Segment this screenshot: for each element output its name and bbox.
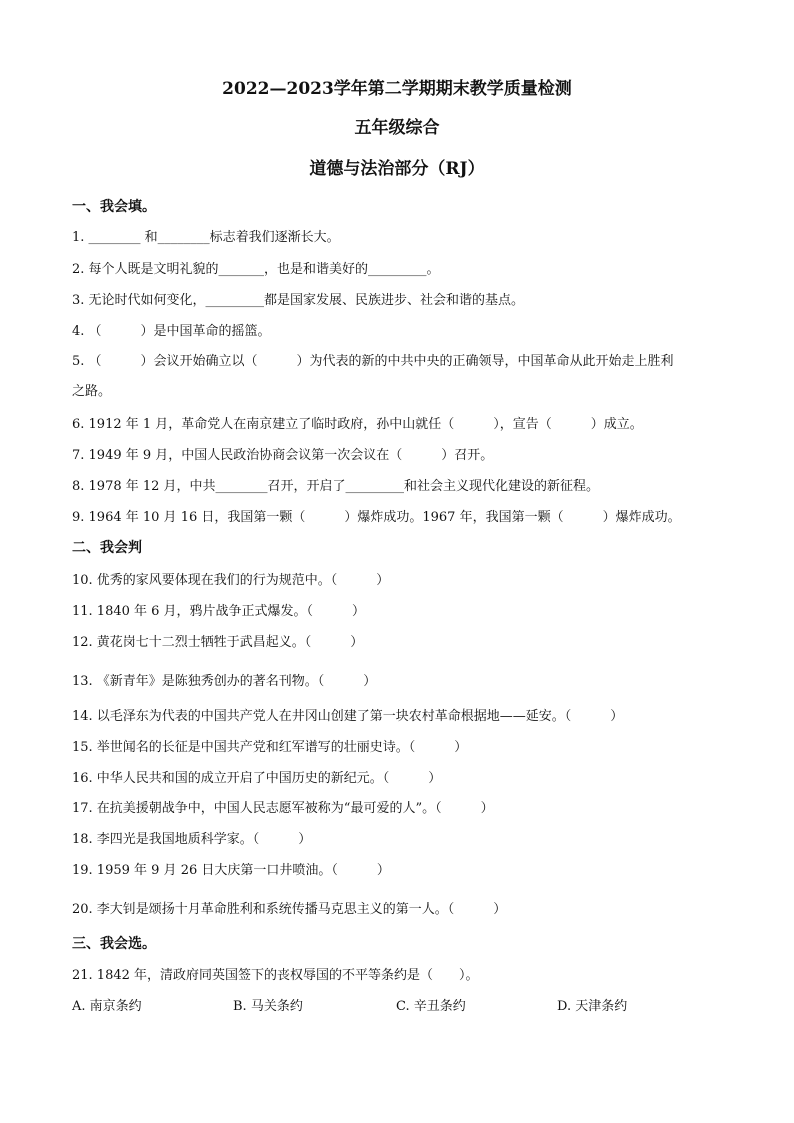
question-12: 12. 黄花岗七十二烈士牺牲于武昌起义。（ ） <box>72 635 364 650</box>
question-9: 9. 1964 年 10 月 16 日，我国第一颗（ ）爆炸成功。1967 年，我国第一颗（ ）爆炸成功。 <box>72 510 681 525</box>
question-16: 16. 中华人民共和国的成立开启了中国历史的新纪元。（ ） <box>72 771 442 786</box>
question-11: 11. 1840 年 6 月，鸦片战争正式爆发。（ ） <box>72 604 366 619</box>
question-13: 13. 《新青年》是陈独秀创办的著名刊物。（ ） <box>72 674 377 689</box>
question-7: 7. 1949 年 9 月，中国人民政治协商会议第一次会议在（ ）召开。 <box>72 448 494 463</box>
section-fill-heading: 一、我会填。 <box>72 199 156 215</box>
choice-b: B. 马关条约 <box>233 999 303 1014</box>
question-14: 14. 以毛泽东为代表的中国共产党人在井冈山创建了第一块农村革命根据地——延安。（ ） <box>72 709 624 724</box>
choice-d: D. 天津条约 <box>557 999 628 1014</box>
question-5-cont: 之路。 <box>72 384 112 399</box>
question-19: 19. 1959 年 9 月 26 日大庆第一口井喷油。（ ） <box>72 863 390 878</box>
exam-title: 2022—2023学年第二学期期末教学质量检测 <box>222 79 572 99</box>
question-1: 1. ________ 和________标志着我们逐渐长大。 <box>72 230 340 245</box>
question-17: 17. 在抗美援朝战争中，中国人民志愿军被称为“最可爱的人”。（ ） <box>72 801 494 816</box>
section-judge-heading: 二、我会判 <box>72 540 142 556</box>
question-6: 6. 1912 年 1 月，革命党人在南京建立了临时政府，孙中山就任（ ），宣告（ ）成立。 <box>72 417 643 432</box>
question-5: 5. （ ）会议开始确立以（ ）为代表的新的中共中央的正确领导，中国革命从此开始走上胜利 <box>72 354 674 369</box>
question-18: 18. 李四光是我国地质科学家。（ ） <box>72 832 312 847</box>
question-2: 2. 每个人既是文明礼貌的_______，也是和谐美好的_________。 <box>72 262 440 277</box>
grade-title: 五年级综合 <box>354 118 440 138</box>
question-15: 15. 举世闻名的长征是中国共产党和红军谱写的壮丽史诗。（ ） <box>72 740 468 755</box>
question-3: 3. 无论时代如何变化，_________都是国家发展、民族进步、社会和谐的基点。 <box>72 293 525 308</box>
question-21: 21. 1842 年，清政府同英国签下的丧权辱国的不平等条约是（ ）。 <box>72 968 479 983</box>
choice-a: A. 南京条约 <box>72 999 142 1014</box>
question-20: 20. 李大钊是颂扬十月革命胜利和系统传播马克思主义的第一人。（ ） <box>72 902 507 917</box>
section-choose-heading: 三、我会选。 <box>72 936 156 952</box>
question-10: 10. 优秀的家风要体现在我们的行为规范中。（ ） <box>72 573 390 588</box>
choice-c: C. 辛丑条约 <box>396 999 466 1014</box>
subject-title: 道德与法治部分（RJ） <box>309 159 485 179</box>
question-8: 8. 1978 年 12 月，中共________召开，开启了_________和社会主义现代化建设的新征程。 <box>72 479 600 494</box>
question-4: 4. （ ）是中国革命的摇篮。 <box>72 324 271 339</box>
